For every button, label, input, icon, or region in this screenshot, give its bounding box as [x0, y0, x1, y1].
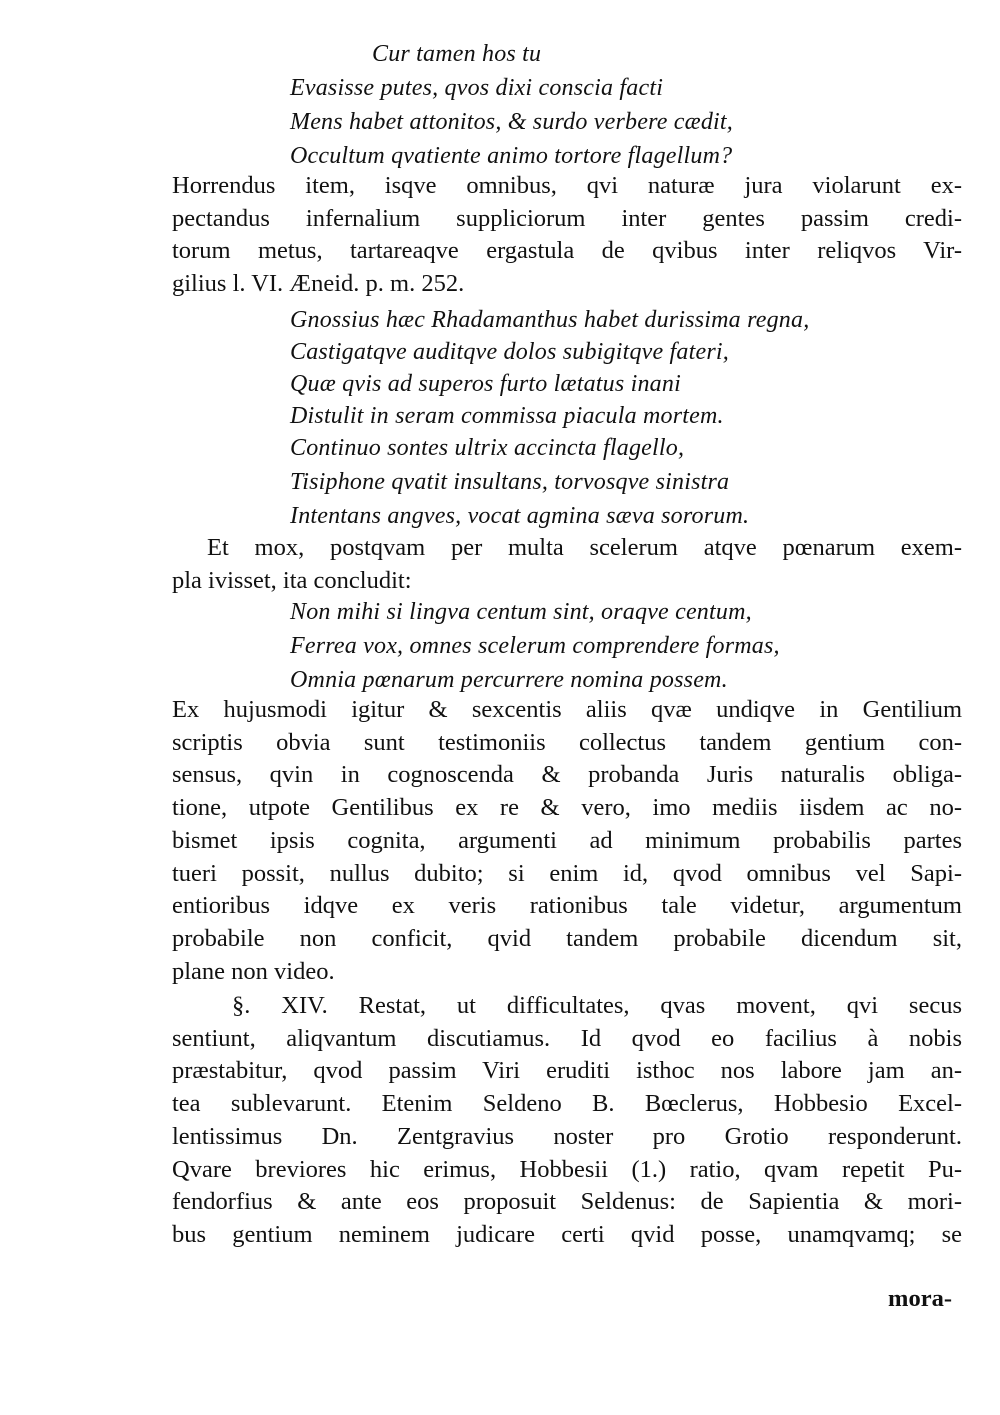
verse-line: Tisiphone qvatit insultans, torvosqve sinistra: [290, 469, 730, 495]
paragraph-body: [172, 694, 962, 988]
text-line: præstabitur, qvod passim Viri eruditi isthoc nos labore jam an-: [172, 1057, 962, 1085]
text-line: scriptis obvia sunt testimoniis collectus tandem gentium con-: [172, 728, 962, 756]
text-line: tueri possit, nullus dubito; si enim id, qvod omnibus vel Sapi-: [172, 859, 962, 887]
text-line: Et mox, postqvam per multa scelerum atqve pœnarum exem-: [207, 534, 962, 561]
text-line: Ex hujusmodi igitur & sexcentis aliis qvæ undiqve in Gentilium: [172, 696, 962, 723]
catchword: mora-: [888, 1285, 952, 1312]
text-line: sensus, qvin in cognoscenda & probanda Juris naturalis obliga-: [172, 761, 962, 789]
text-line: torum metus, tartareaqve ergastula de qvibus inter reliqvos Vir-: [172, 237, 962, 265]
verse-line: Occultum qvatiente animo tortore flagellum?: [290, 143, 733, 169]
text-line: gilius l. VI. Æneid. p. m. 252.: [172, 270, 465, 298]
verse-line: Evasisse putes, qvos dixi conscia facti: [290, 75, 664, 101]
verse-line: Distulit in seram commissa piacula mortem.: [290, 403, 724, 429]
verse-line: Non mihi si lingva centum sint, oraqve centum,: [290, 599, 752, 625]
text-line: tea sublevarunt. Etenim Seldeno B. Bœclerus, Hobbesio Excel-: [172, 1090, 962, 1118]
text-line: Qvare breviores hic erimus, Hobbesii (1.) ratio, qvam repetit Pu-: [172, 1155, 962, 1183]
verse-line: Quæ qvis ad superos furto lætatus inani: [290, 371, 681, 397]
paragraph-body: [172, 532, 962, 597]
text-line: fendorfius & ante eos proposuit Seldenus: de Sapientia & mori-: [172, 1188, 962, 1216]
text-line: bismet ipsis cognita, argumenti ad minimum probabilis partes: [172, 826, 962, 854]
text-line: sentiunt, aliqvantum discutiamus. Id qvod eo facilius à nobis: [172, 1024, 962, 1052]
paragraph-body: [172, 170, 962, 301]
verse-line: Castigatqve auditqve dolos subigitqve fateri,: [290, 339, 729, 365]
text-line: entioribus idqve ex veris rationibus tale videtur, argumentum: [172, 892, 962, 920]
verse-line: Ferrea vox, omnes scelerum comprendere formas,: [290, 633, 780, 659]
text-line: probabile non conficit, qvid tandem probabile dicendum sit,: [172, 924, 962, 952]
section-line: §. XIV. Restat, ut difficultates, qvas movent, qvi secus: [232, 992, 962, 1019]
text-line: bus gentium neminem judicare certi qvid posse, unamqvamq; se: [172, 1220, 962, 1248]
text-line: plane non video.: [172, 957, 335, 985]
text-line: Horrendus item, isqve omnibus, qvi naturæ jura violarunt ex-: [172, 172, 962, 199]
verse-line: Mens habet attonitos, & surdo verbere cædit,: [290, 109, 733, 135]
text-line: tione, utpote Gentilibus ex re & vero, imo mediis iisdem ac no-: [172, 794, 962, 822]
verse-line: Gnossius hæc Rhadamanthus habet durissima regna,: [290, 307, 810, 333]
text-line: lentissimus Dn. Zentgravius noster pro Grotio responderunt.: [172, 1122, 962, 1150]
text-line: pla ivisset, ita concludit:: [172, 566, 412, 594]
verse-line: Cur tamen hos tu: [372, 41, 542, 67]
text-line: pectandus infernalium suppliciorum inter gentes passim credi-: [172, 204, 962, 232]
verse-line: Omnia pœnarum percurrere nomina possem.: [290, 667, 728, 693]
paragraph-body: [172, 990, 962, 1252]
verse-line: Continuo sontes ultrix accincta flagello,: [290, 435, 685, 461]
verse-line: Intentans angves, vocat agmina sæva sororum.: [290, 503, 750, 529]
